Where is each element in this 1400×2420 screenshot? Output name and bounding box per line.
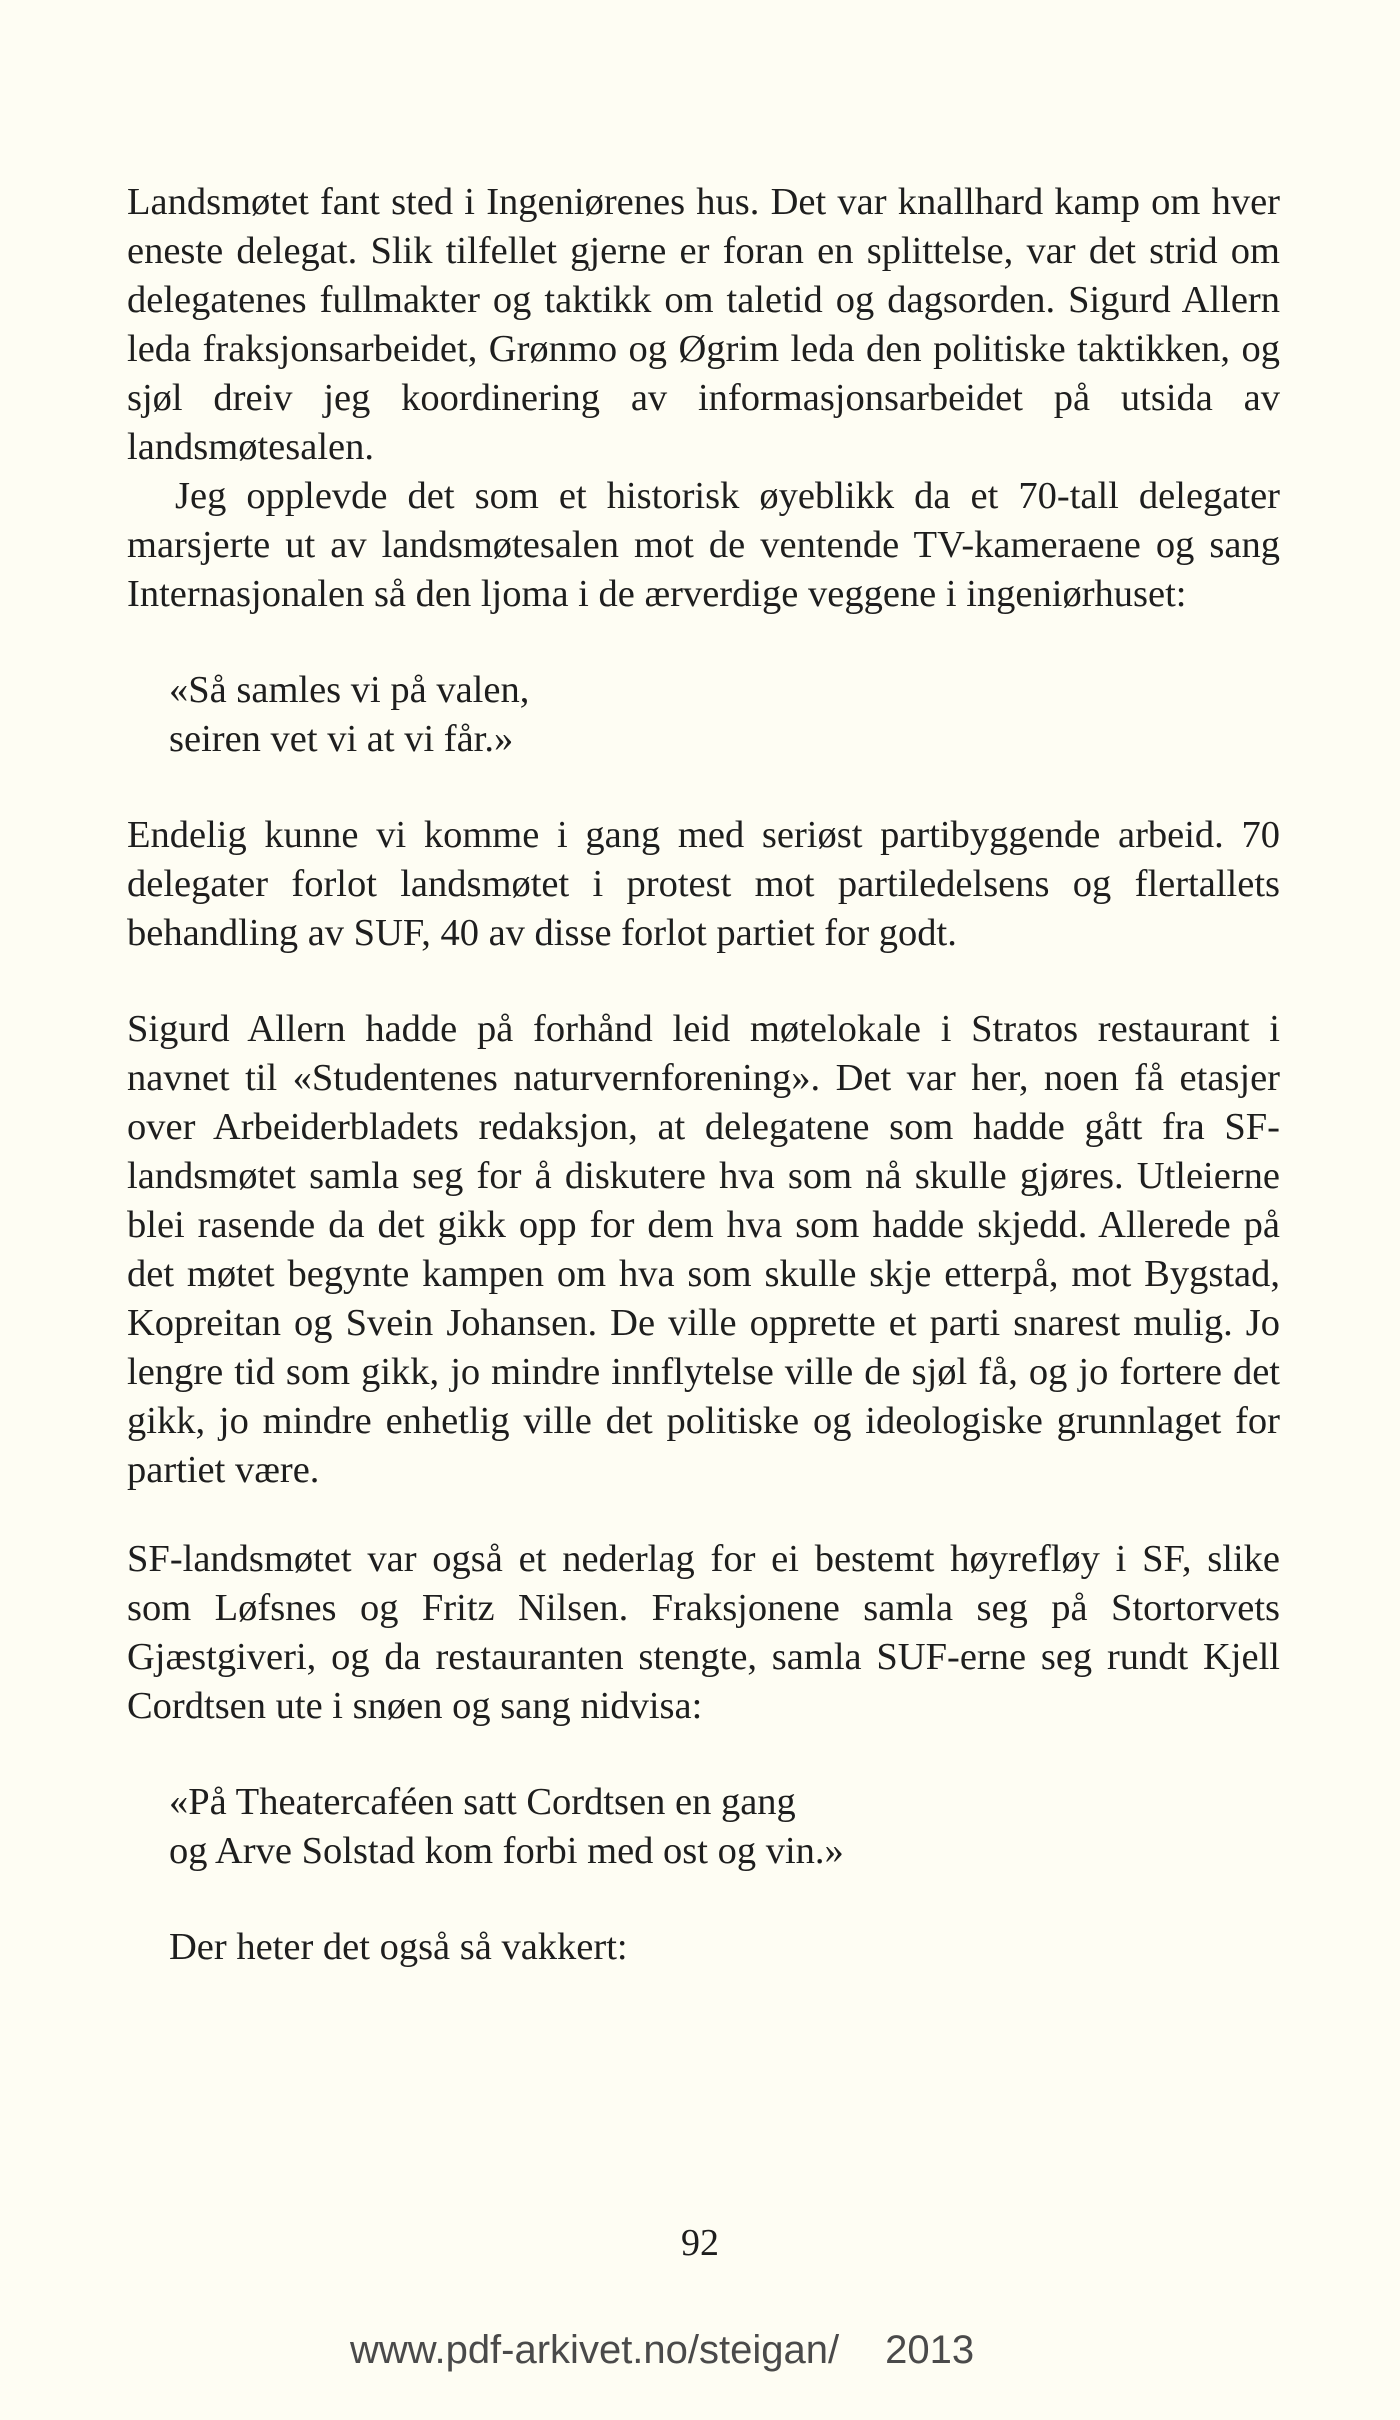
paragraph-5: SF-landsmøtet var også et nederlag for ei bestemt høyrefløy i SF, slike som Løfsnes og Fritz Nilsen. Fraksjonene samla seg på Stortorvets Gjæstgiveri, og da restauranten stengte, samla SUF-erne seg rundt Kjell Cordtsen ute i snøen og sang nidvisa: [127, 1538, 1280, 1727]
page-number: 92 [681, 2222, 719, 2264]
verse-1-line-2: seiren vet vi at vi får.» [169, 718, 514, 760]
paragraph-1: Landsmøtet fant sted i Ingeniørenes hus. Det var knallhard kamp om hver eneste delegat. Slik tilfellet gjerne er foran en splittelse, var det strid om delegatenes fullmakter og taktikk om taletid og dagsorden. Sigurd Allern leda fraksjonsarbeidet, Grønmo og Øgrim leda den politiske taktikken, og sjøl dreiv jeg koordinering av informasjonsarbeidet på utsida av landsmøtesalen. [127, 181, 1280, 468]
verse-1-line-1: «Så samles vi på valen, [169, 669, 530, 711]
watermark-url: www.pdf-arkivet.no/steigan/ [350, 2328, 840, 2372]
source-watermark [350, 2326, 1050, 2374]
watermark-year: 2013 [885, 2328, 975, 2372]
verse-2 [169, 1778, 1280, 1876]
verse-2-line-1: «På Theatercaféen satt Cordtsen en gang [169, 1781, 796, 1823]
paragraph-3: Endelig kunne vi komme i gang med seriøst partibyggende arbeid. 70 delegater forlot landsmøtet i protest mot partiledelsens og flertallets behandling av SUF, 40 av disse forlot partiet for godt. [127, 814, 1280, 954]
body-text [127, 178, 1280, 1972]
paragraph-2: Jeg opplevde det som et historisk øyeblikk da et 70-tall delegater marsjerte ut av landsmøtesalen mot de ventende TV-kameraene og sang Internasjonalen så den ljoma i de ærverdige veggene i ingeniørhuset: [127, 475, 1280, 615]
paragraph-4: Sigurd Allern hadde på forhånd leid møtelokale i Stratos restaurant i navnet til «Studentenes naturvernforening». Det var her, noen få etasjer over Arbeiderbladets redaksjon, at delegatene som hadde gått fra SF-landsmøtet samla seg for å diskutere hva som nå skulle gjøres. Utleierne blei rasende da det gikk opp for dem hva som hadde skjedd. Allerede på det møtet begynte kampen om hva som skulle skje etterpå, mot Bygstad, Kopreitan og Svein Johansen. De ville opprette et parti snarest mulig. Jo lengre tid som gikk, jo mindre innflytelse ville de sjøl få, og jo fortere det gikk, jo mindre enhetlig ville det politiske og ideologiske grunnlaget for partiet være. [127, 1008, 1280, 1491]
verse-1 [169, 666, 1280, 764]
paragraph-6: Der heter det også så vakkert: [169, 1926, 628, 1968]
verse-2-line-2: og Arve Solstad kom forbi med ost og vin.» [169, 1830, 844, 1872]
